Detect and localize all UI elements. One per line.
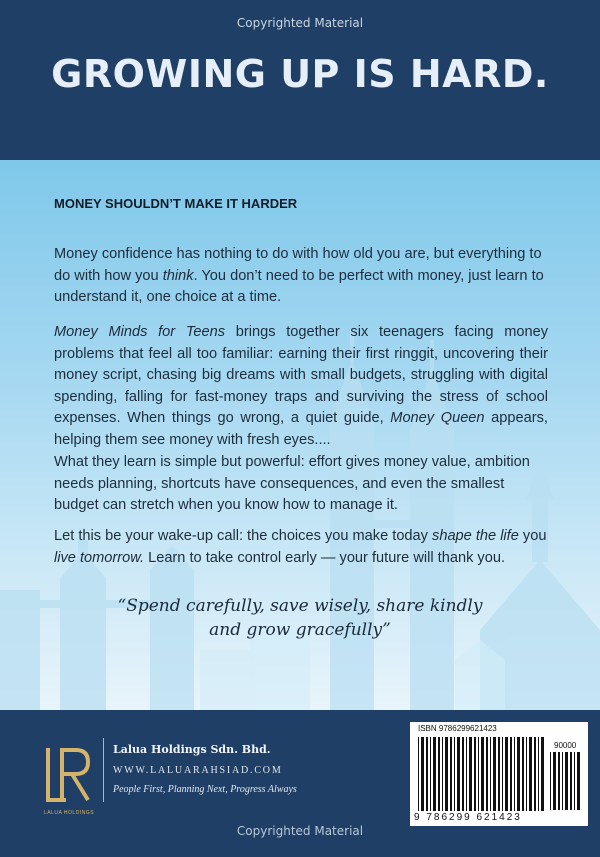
barcode-bar (534, 737, 536, 811)
barcode-bar (526, 737, 527, 811)
barcode-bar (514, 737, 515, 811)
publisher-tagline: People First, Planning Next, Progress Always (113, 784, 297, 795)
paragraph-story (54, 322, 548, 451)
logo-caption: LALUA HOLDINGS (43, 810, 95, 816)
barcode-bar (478, 737, 479, 811)
isbn-label: ISBN 9786299621423 (418, 724, 497, 733)
barcode-bar (486, 737, 488, 811)
barcode-bar (457, 737, 460, 811)
barcode-bar (466, 737, 467, 811)
barcode-bar (577, 752, 580, 810)
barcode-bar (498, 737, 500, 811)
barcode-bar (558, 752, 560, 810)
barcode-bar (426, 737, 428, 811)
barcode-bar (474, 737, 476, 811)
barcode-bars (418, 737, 546, 811)
paragraph-lessons: What they learn is simple but powerful: effort gives money value, ambition needs planning, shortcuts have consequences, and even the smallest budget can stretch when you know how to manage it. (54, 454, 530, 513)
barcode-bar (538, 737, 539, 811)
cta-text-b: you (518, 528, 547, 544)
section-title: MONEY SHOULDN’T MAKE IT HARDER (54, 196, 298, 211)
barcode-bar (469, 737, 472, 811)
watermark-bottom: Copyrighted Material (236, 824, 364, 838)
barcode-bar (418, 737, 419, 811)
barcode-bar (553, 752, 556, 810)
quote (0, 594, 600, 642)
paragraph-story-text-a: brings together six teenagers facing money problems that feel all too familiar: earning their first ringgit, uncovering their money script, chasing big dreams with small budgets, struggling with digital spending, falling for fast-money traps and surviving the stress of school expenses. When things go wrong, a quiet guide, (54, 324, 548, 426)
paragraph-story-text-b: appears, helping them see money with fresh eyes.... (54, 410, 548, 448)
barcode-bar (421, 737, 424, 811)
barcode-bar (481, 737, 484, 811)
headline: GROWING UP IS HARD. (51, 52, 549, 96)
content-panel (0, 160, 600, 710)
divider (103, 738, 104, 802)
barcode-bar (454, 737, 455, 811)
barcode-bar (550, 752, 551, 810)
paragraph-intro-text-b: . You don’t need to be perfect with money, just learn to understand it, one choice at a time. (54, 267, 544, 305)
publisher-name: Lalua Holdings Sdn. Bhd. (113, 743, 271, 756)
publisher-logo-icon (42, 742, 94, 806)
barcode-bar (442, 737, 443, 811)
paragraph-intro-text-a: Money confidence has nothing to do with how old you are, but everything to do with how you (54, 246, 542, 284)
watermark-top: Copyrighted Material (236, 16, 364, 30)
barcode-bar (574, 752, 575, 810)
barcode-bar (562, 752, 563, 810)
barcode-bar (462, 737, 464, 811)
publisher-url: WWW.LALUARAHSIAD.COM (113, 765, 283, 776)
barcode-bar (438, 737, 440, 811)
cta-text-c: Learn to take control early — your future will thank you. (144, 549, 505, 566)
price-code: 90000 (554, 741, 577, 750)
cta-emphasis-2: live tomorrow. (54, 549, 145, 566)
barcode-bar (529, 737, 532, 811)
paragraph-call-to-action (54, 526, 548, 569)
character-name-mention: Money Queen (390, 410, 485, 426)
cta-emphasis-1: shape the life (432, 528, 519, 544)
barcode-bar (565, 752, 568, 810)
barcode-bar (570, 752, 572, 810)
barcode-bar (505, 737, 508, 811)
paragraph-intro-emphasis: think (162, 267, 194, 284)
isbn-barcode (410, 722, 588, 826)
barcode-bar (445, 737, 448, 811)
barcode-addon-bars (550, 752, 584, 810)
barcode-bar (450, 737, 452, 811)
barcode-bar (517, 737, 520, 811)
quote-line-1: “Spend carefully, save wisely, share kindly (117, 596, 483, 616)
barcode-bar (490, 737, 491, 811)
book-title-mention: Money Minds for Teens (54, 324, 226, 340)
quote-line-2: and grow gracefully” (209, 620, 391, 640)
cta-text-a: Let this be your wake-up call: the choices you make today (54, 528, 433, 544)
isbn-digits: 9 786299 621423 (414, 812, 522, 823)
barcode-bar (433, 737, 436, 811)
paragraph-intro (54, 244, 548, 309)
barcode-bar (522, 737, 524, 811)
barcode-bar (493, 737, 496, 811)
barcode-bar (430, 737, 431, 811)
barcode-bar (541, 737, 544, 811)
barcode-bar (502, 737, 503, 811)
barcode-bar (510, 737, 512, 811)
